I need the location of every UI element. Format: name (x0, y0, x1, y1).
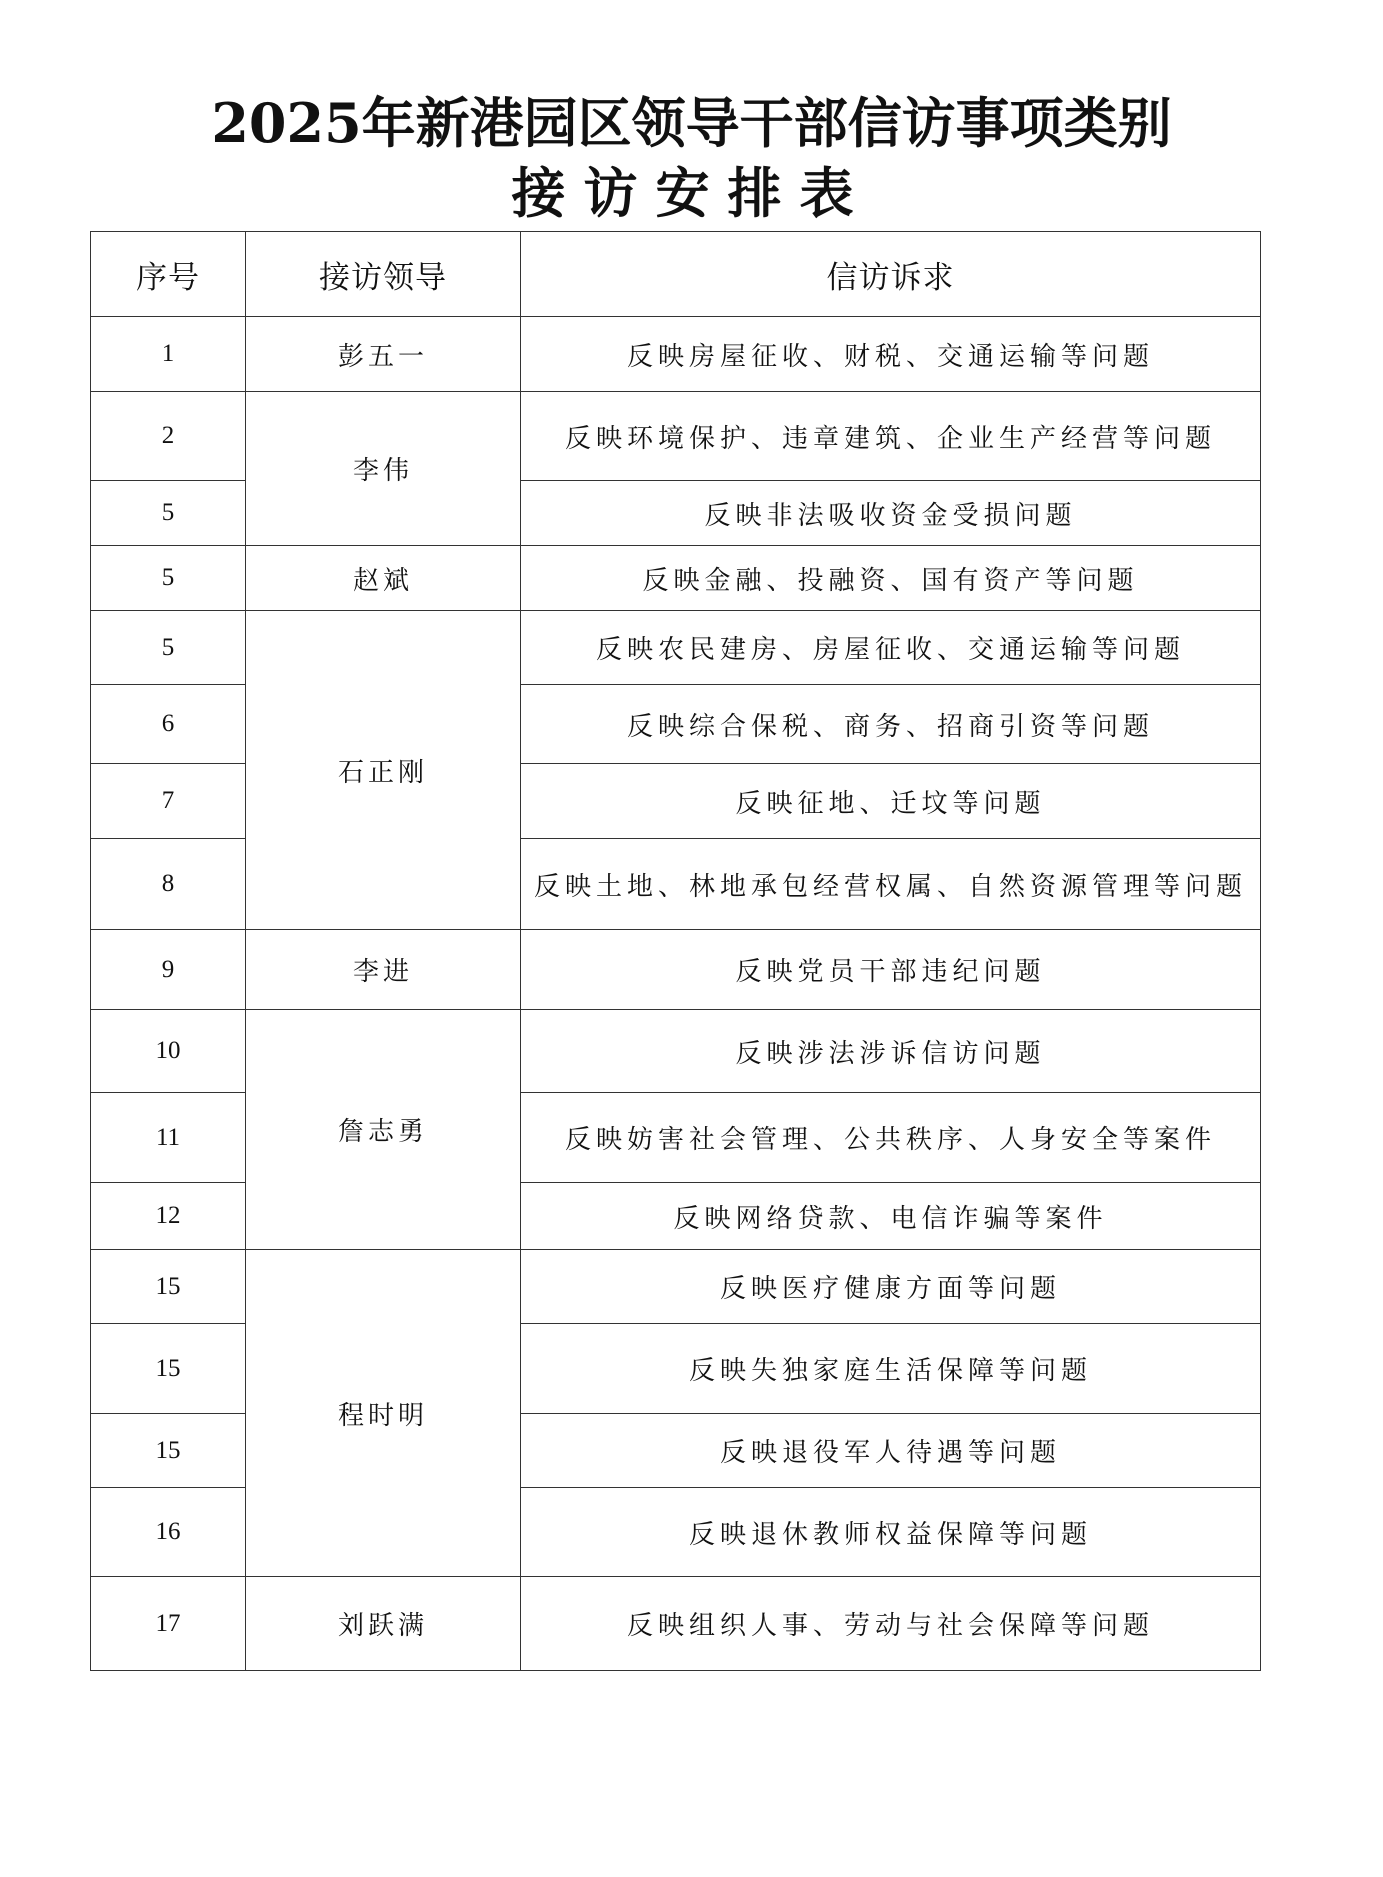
row-leader: 赵斌 (246, 546, 521, 611)
row-request: 反映涉法涉诉信访问题 (521, 1010, 1261, 1093)
row-leader: 詹志勇 (246, 1010, 521, 1250)
row-leader: 石正刚 (246, 611, 521, 930)
row-number: 17 (91, 1577, 246, 1671)
row-number: 8 (91, 839, 246, 930)
row-number: 15 (91, 1324, 246, 1414)
table-header-row (91, 232, 1261, 317)
row-number: 10 (91, 1010, 246, 1093)
table-row (91, 392, 1261, 481)
row-number: 11 (91, 1093, 246, 1183)
row-request: 反映综合保税、商务、招商引资等问题 (521, 685, 1261, 764)
table-row (91, 546, 1261, 611)
reception-schedule-table (90, 231, 1261, 1671)
row-request: 反映组织人事、劳动与社会保障等问题 (521, 1577, 1261, 1671)
table-row (91, 611, 1261, 685)
table-row (91, 1250, 1261, 1324)
row-request: 反映妨害社会管理、公共秩序、人身安全等案件 (521, 1093, 1261, 1183)
table-row (91, 930, 1261, 1010)
row-request: 反映医疗健康方面等问题 (521, 1250, 1261, 1324)
row-number: 5 (91, 481, 246, 546)
row-request: 反映非法吸收资金受损问题 (521, 481, 1261, 546)
row-number: 5 (91, 546, 246, 611)
document-subtitle: 接访安排表 (511, 161, 872, 225)
row-leader: 李进 (246, 930, 521, 1010)
row-request: 反映环境保护、违章建筑、企业生产经营等问题 (521, 392, 1261, 481)
row-leader: 李伟 (246, 392, 521, 546)
row-number: 5 (91, 611, 246, 685)
row-request: 反映金融、投融资、国有资产等问题 (521, 546, 1261, 611)
row-leader: 程时明 (246, 1250, 521, 1577)
row-number: 7 (91, 764, 246, 839)
row-number: 9 (91, 930, 246, 1010)
row-request: 反映党员干部违纪问题 (521, 930, 1261, 1010)
row-request: 反映土地、林地承包经营权属、自然资源管理等问题 (521, 839, 1261, 930)
document-title: 2025年新港园区领导干部信访事项类别 (211, 91, 1172, 155)
row-request: 反映失独家庭生活保障等问题 (521, 1324, 1261, 1414)
header-petition-request: 信访诉求 (521, 232, 1261, 317)
row-request: 反映农民建房、房屋征收、交通运输等问题 (521, 611, 1261, 685)
row-request: 反映退役军人待遇等问题 (521, 1414, 1261, 1488)
row-request: 反映房屋征收、财税、交通运输等问题 (521, 317, 1261, 392)
row-number: 2 (91, 392, 246, 481)
row-request: 反映网络贷款、电信诈骗等案件 (521, 1183, 1261, 1250)
row-number: 15 (91, 1414, 246, 1488)
table-row (91, 1577, 1261, 1671)
row-number: 16 (91, 1488, 246, 1577)
row-number: 15 (91, 1250, 246, 1324)
header-serial-number: 序号 (91, 232, 246, 317)
row-number: 1 (91, 317, 246, 392)
row-leader: 彭五一 (246, 317, 521, 392)
row-leader: 刘跃满 (246, 1577, 521, 1671)
row-number: 12 (91, 1183, 246, 1250)
header-reception-leader: 接访领导 (246, 232, 521, 317)
table-row (91, 317, 1261, 392)
row-request: 反映退休教师权益保障等问题 (521, 1488, 1261, 1577)
row-number: 6 (91, 685, 246, 764)
row-request: 反映征地、迁坟等问题 (521, 764, 1261, 839)
table-row (91, 1010, 1261, 1093)
